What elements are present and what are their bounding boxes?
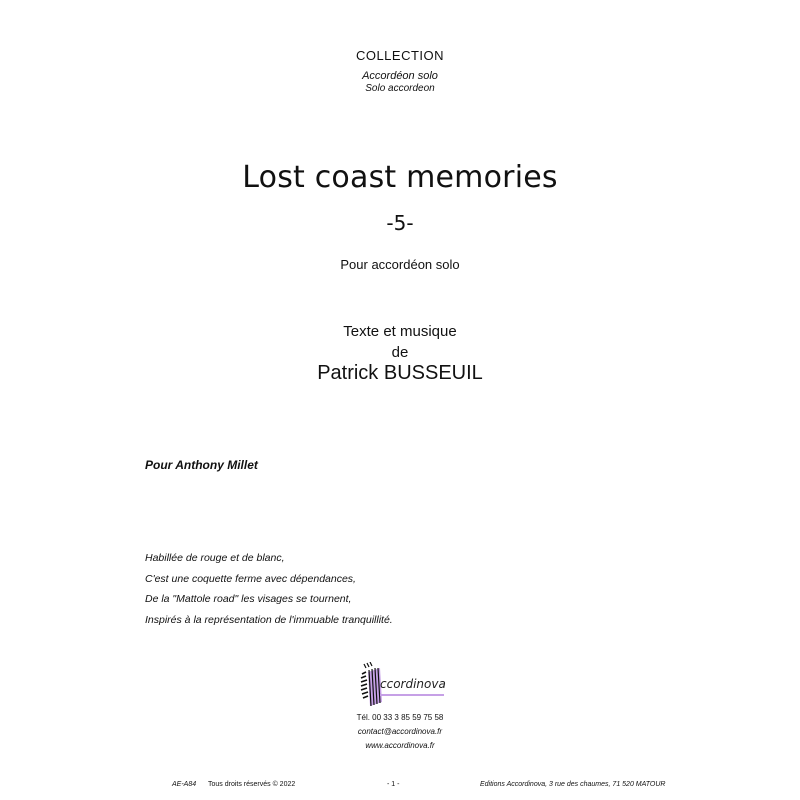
instrumentation: Pour accordéon solo <box>340 257 460 272</box>
publisher-address: Editions Accordinova, 3 rue des chaumes, 71 520 MATOUR <box>480 781 666 788</box>
poem-line: Habillée de rouge et de blanc, <box>145 552 285 564</box>
credit-text-music: Texte et musique <box>343 323 457 340</box>
catalog-code: AE-A84 <box>172 781 197 788</box>
collection-banner <box>136 44 664 101</box>
credit-by: de <box>391 344 409 361</box>
contact-website[interactable]: www.accordinova.fr <box>365 741 435 750</box>
poem-line: Inspirés à la représentation de l'immuable tranquillité. <box>145 613 393 626</box>
page-number: - 1 - <box>387 781 400 788</box>
contact-email[interactable]: contact@accordinova.fr <box>357 727 443 736</box>
collection-subtitle-fr: Accordéon solo <box>362 70 438 82</box>
piece-title: Lost coast memories <box>242 160 558 195</box>
dedication: Pour Anthony Millet <box>145 458 258 472</box>
collection-title: COLLECTION <box>355 48 445 63</box>
poem-line: De la "Mattole road" les visages se tournent, <box>145 593 352 605</box>
publisher-logo <box>358 662 448 710</box>
piece-number: -5- <box>386 211 414 235</box>
copyright-notice: Tous droits réservés © 2022 <box>208 781 296 788</box>
collection-subtitle-en: Solo accordeon <box>365 83 435 94</box>
logo-wordmark: ccordinova <box>380 677 446 691</box>
composer-name: Patrick BUSSEUIL <box>317 362 483 384</box>
contact-phone: Tél. 00 33 3 85 59 75 58 <box>356 713 444 722</box>
poem-line: C'est une coquette ferme avec dépendances, <box>145 572 356 585</box>
collection-label-box <box>347 44 453 101</box>
logo-underline <box>380 694 444 696</box>
poem-text <box>145 548 393 630</box>
